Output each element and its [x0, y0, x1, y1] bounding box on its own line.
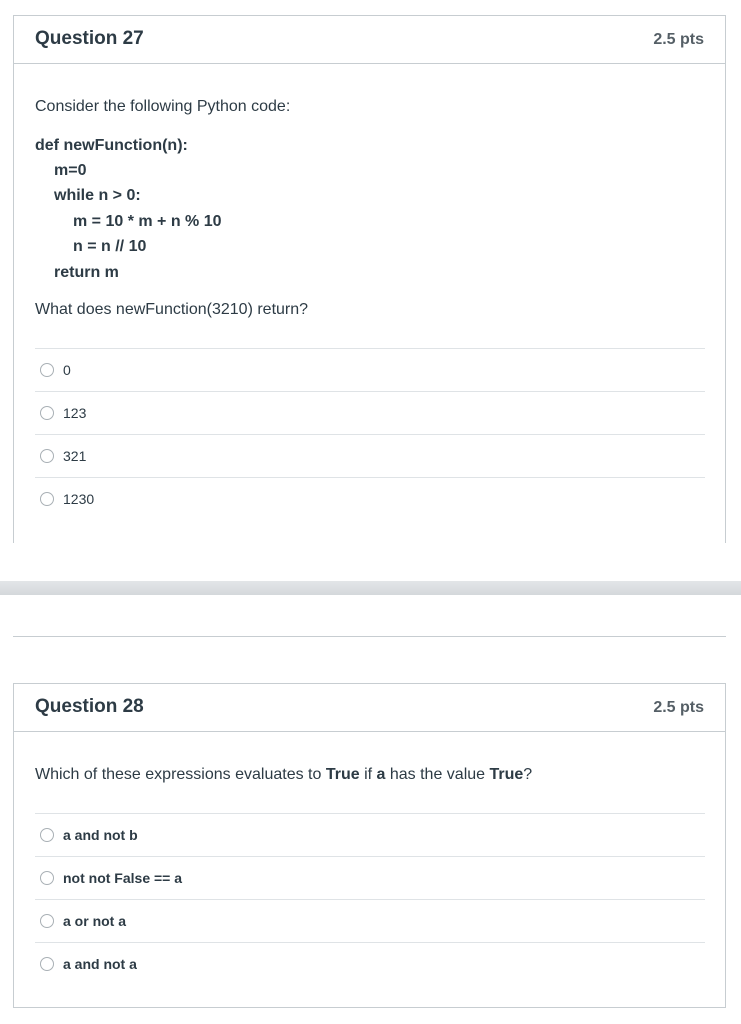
- answer-label: a and not a: [63, 956, 137, 972]
- section-divider: [13, 636, 726, 637]
- question-prompt: Consider the following Python code:: [35, 98, 291, 115]
- answer-label: 0: [63, 362, 71, 378]
- answer-option[interactable]: [35, 391, 705, 434]
- answer-option[interactable]: [35, 434, 705, 477]
- code-line-2: m=0: [54, 162, 87, 179]
- answer-list: [35, 348, 705, 520]
- answer-list: [35, 813, 705, 985]
- question-points: 2.5 pts: [653, 31, 704, 48]
- question-text-part: if: [359, 766, 377, 783]
- question-header: [14, 16, 725, 64]
- answer-option[interactable]: [35, 348, 705, 391]
- answer-label: a and not b: [63, 827, 138, 843]
- answer-option[interactable]: [35, 942, 705, 985]
- radio-button-icon[interactable]: [40, 449, 54, 463]
- code-line-3: while n > 0:: [54, 187, 141, 204]
- answer-label: 1230: [63, 491, 95, 507]
- code-line-4: m = 10 * m + n % 10: [73, 213, 222, 230]
- question-text-part: Which of these expressions evaluates to: [35, 766, 326, 783]
- answer-option[interactable]: [35, 899, 705, 942]
- code-line-5: n = n // 10: [73, 238, 147, 255]
- answer-label: 321: [63, 448, 87, 464]
- question-points: 2.5 pts: [653, 699, 704, 716]
- page-separator: [0, 581, 741, 595]
- answer-label: 123: [63, 405, 87, 421]
- question-text-bold: True: [489, 766, 524, 783]
- answer-option[interactable]: [35, 856, 705, 899]
- question-title: Question 28: [35, 696, 144, 717]
- question-text: What does newFunction(3210) return?: [35, 301, 309, 318]
- answer-option[interactable]: [35, 477, 705, 520]
- question-header: [14, 684, 725, 732]
- answer-label: a or not a: [63, 913, 127, 929]
- question-text-part: ?: [523, 766, 533, 783]
- radio-button-icon[interactable]: [40, 828, 54, 842]
- answer-option[interactable]: [35, 813, 705, 856]
- question-text-part: has the value: [385, 766, 490, 783]
- radio-button-icon[interactable]: [40, 492, 54, 506]
- radio-button-icon[interactable]: [40, 957, 54, 971]
- question-text-bold: a: [376, 766, 386, 783]
- question-title: Question 27: [35, 28, 144, 49]
- radio-button-icon[interactable]: [40, 363, 54, 377]
- answer-label: not not False == a: [63, 870, 183, 886]
- question-text-bold: True: [325, 766, 360, 783]
- code-line-6: return m: [54, 264, 119, 281]
- question-text: [35, 766, 532, 784]
- radio-button-icon[interactable]: [40, 914, 54, 928]
- radio-button-icon[interactable]: [40, 406, 54, 420]
- radio-button-icon[interactable]: [40, 871, 54, 885]
- question-27-card: [13, 15, 726, 543]
- question-28-card: [13, 683, 726, 1008]
- code-line-1: def newFunction(n):: [35, 137, 188, 154]
